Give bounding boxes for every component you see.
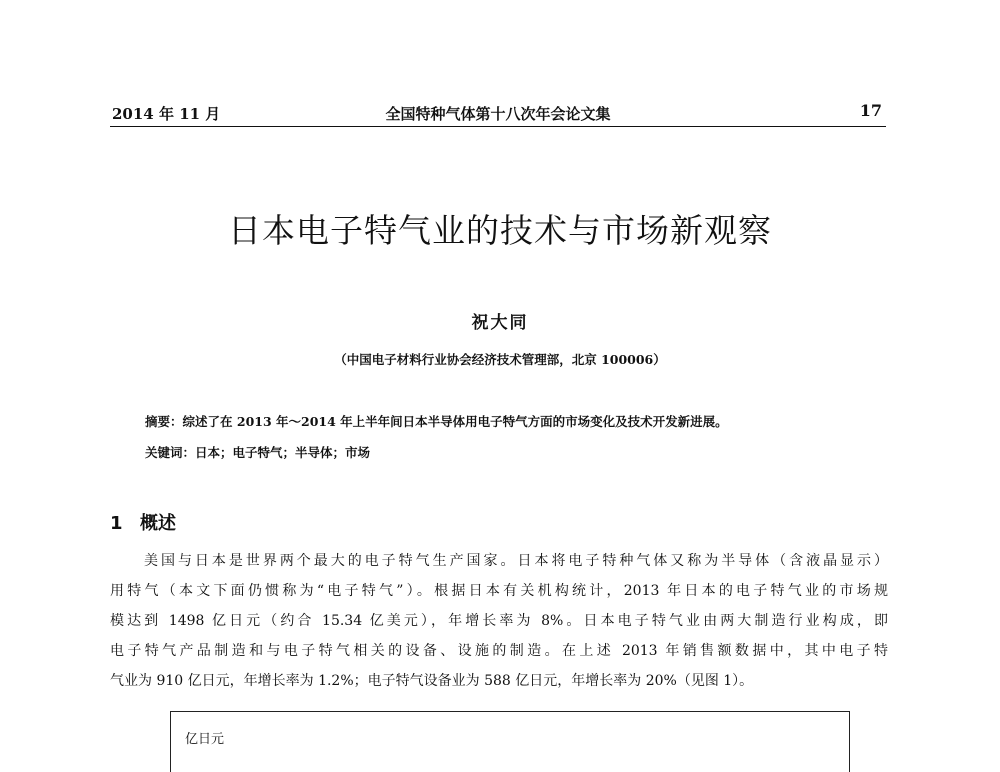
section-body (110, 546, 888, 696)
body-line: 用特气（本文下面仍惯称为“电子特气”）。根据日本有关机构统计，2013 年日本的电子特气业的市场规 (110, 583, 888, 599)
keywords-text: 日本；电子特气；半导体；市场 (195, 445, 371, 460)
abstract (145, 412, 728, 430)
body-line: 美国与日本是世界两个最大的电子特气生产国家。日本将电子特种气体又称为半导体（含液晶显示） (144, 553, 888, 569)
author-name: 祝大同 (471, 313, 529, 333)
section-title: 概述 (140, 513, 176, 534)
body-line: 模达到 1498 亿日元（约合 15.34 亿美元），年增长率为 8%。日本电子特气业由两大制造行业构成，即 (110, 613, 888, 629)
header-page-number: 17 (859, 101, 882, 120)
keywords (145, 443, 370, 461)
header-date: 2014 年 11 月 (112, 105, 221, 123)
section-number: 1 (110, 513, 123, 534)
header-conference-title: 全国特种气体第十八次年会论文集 (385, 105, 611, 123)
section-heading (110, 509, 176, 535)
abstract-label: 摘要： (145, 414, 183, 429)
figure-unit-label: 亿日元 (185, 732, 225, 747)
author-affiliation: （中国电子材料行业协会经济技术管理部，北京 100006） (334, 352, 666, 367)
abstract-text: 综述了在 2013 年～2014 年上半年间日本半导体用电子特气方面的市场变化及技术开发新进展。 (182, 414, 728, 429)
keywords-label: 关键词： (145, 445, 196, 460)
body-line: 电子特气产品制造和与电子特气相关的设备、设施的制造。在上述 2013 年销售额数据中，其中电子特 (110, 643, 888, 659)
running-header (110, 100, 886, 127)
paper-title: 日本电子特气业的技术与市场新观察 (228, 211, 772, 250)
body-line: 气业为 910 亿日元，年增长率为 1.2%；电子特气设备业为 588 亿日元，年增长率为 20%（见图 1）。 (110, 673, 754, 689)
